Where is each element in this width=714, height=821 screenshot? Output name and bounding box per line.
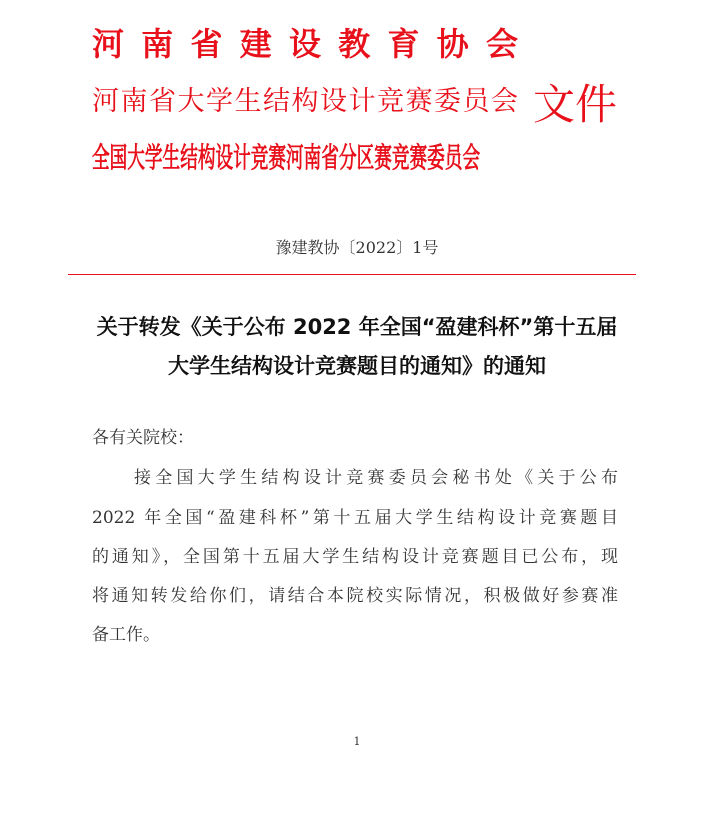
letterhead-org-1: 河南省建设教育协会 [92,25,518,63]
document-title-line-2: 大学生结构设计竞赛题目的通知》的通知 [168,354,546,378]
letterhead-org-3-wrapper [92,138,518,178]
letterhead-org-2: 河南省大学生结构设计竞赛委员会 [92,86,518,117]
page-number: 1 [353,735,361,748]
body-line: 2022 年全国“盈建科杯”第十五届大学生结构设计竞赛题目 [92,508,618,528]
body-line: 的通知》，全国第十五届大学生结构设计竞赛题目已公布，现 [92,547,618,567]
salutation: 各有关院校： [92,428,194,448]
red-divider [68,274,636,275]
document-title-line-1: 关于转发《关于公布 2022 年全国“盈建科杯”第十五届 [96,315,618,339]
letterhead-file-label: 文件 [533,80,618,129]
body-line: 接全国大学生结构设计竞赛委员会秘书处《关于公布 [134,468,618,488]
body-line: 将通知转发给你们，请结合本院校实际情况，积极做好参赛准 [92,586,618,606]
document-number: 豫建教协〔2022〕1号 [275,238,439,257]
letterhead-org-3: 全国大学生结构设计竞赛河南省分区赛竞赛委员会 [92,141,481,174]
body-line: 备工作。 [92,625,160,645]
